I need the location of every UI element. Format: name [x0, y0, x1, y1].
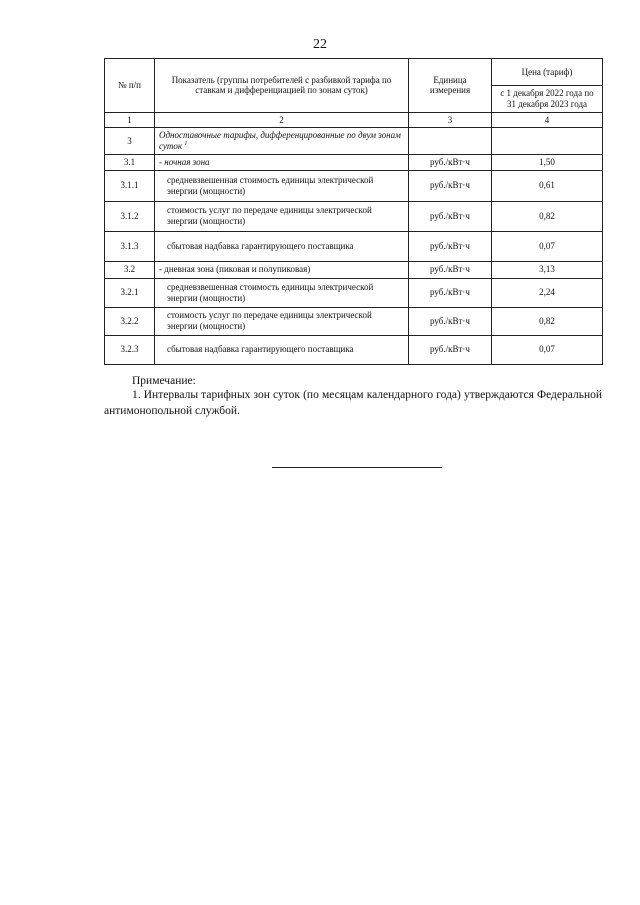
row-price: 0,61: [492, 170, 603, 201]
row-price: 0,82: [492, 201, 603, 231]
column-number-row: [105, 112, 603, 128]
header-num: № п/п: [105, 59, 155, 113]
row-label: средневзвешенная стоимость единицы электрической энергии (мощности): [155, 170, 409, 201]
table-row: [105, 231, 603, 261]
row-unit: руб./кВт·ч: [409, 261, 492, 278]
row-label: сбытовая надбавка гарантирующего поставщика: [155, 231, 409, 261]
table-row: [105, 335, 603, 364]
separator-line: [272, 467, 442, 468]
row-unit: руб./кВт·ч: [409, 154, 492, 170]
row-price: 2,24: [492, 278, 603, 307]
table-row: [105, 154, 603, 170]
row-price: 0,07: [492, 335, 603, 364]
row-num: 3.2.2: [105, 307, 155, 335]
row-unit: руб./кВт·ч: [409, 307, 492, 335]
table-row: [105, 278, 603, 307]
row-unit: руб./кВт·ч: [409, 231, 492, 261]
row-label: - ночная зона: [155, 154, 409, 170]
header-price: Цена (тариф): [492, 59, 603, 86]
footnote-marker: 1: [184, 141, 188, 148]
section-row: [105, 128, 603, 155]
column-number: 3: [409, 112, 492, 128]
row-num: 3.2.3: [105, 335, 155, 364]
column-number: 4: [492, 112, 603, 128]
row-num: 3.1: [105, 154, 155, 170]
row-unit: руб./кВт·ч: [409, 201, 492, 231]
row-label: сбытовая надбавка гарантирующего поставщика: [155, 335, 409, 364]
row-label: стоимость услуг по передаче единицы электрической энергии (мощности): [155, 307, 409, 335]
row-unit: руб./кВт·ч: [409, 170, 492, 201]
note-text: 1. Интервалы тарифных зон суток (по месяцам календарного года) утверждаются Федеральной антимонопольной службой.: [104, 389, 602, 418]
row-num: 3.1.3: [105, 231, 155, 261]
row-price: 0,07: [492, 231, 603, 261]
column-number: 1: [105, 112, 155, 128]
row-unit: руб./кВт·ч: [409, 278, 492, 307]
row-num: 3.1.2: [105, 201, 155, 231]
column-number: 2: [155, 112, 409, 128]
section-unit: [409, 128, 492, 155]
section-label-text: Одноставочные тарифы, дифференцированные по двум зонам суток: [159, 130, 401, 152]
table-row: [105, 201, 603, 231]
page-number: 22: [313, 37, 327, 52]
row-price: 1,50: [492, 154, 603, 170]
row-label: стоимость услуг по передаче единицы электрической энергии (мощности): [155, 201, 409, 231]
header-unit: Единица измерения: [409, 59, 492, 113]
table-row: [105, 261, 603, 278]
row-num: 3.2.1: [105, 278, 155, 307]
header-row: [105, 59, 603, 86]
row-price: 3,13: [492, 261, 603, 278]
header-indicator: Показатель (группы потребителей с разбивкой тарифа по ставкам и дифференциацией по зонам суток): [155, 59, 409, 113]
tariff-table: [104, 58, 603, 365]
row-label: - дневная зона (пиковая и полупиковая): [155, 261, 409, 278]
section-label: [155, 128, 409, 155]
row-unit: руб./кВт·ч: [409, 335, 492, 364]
section-price: [492, 128, 603, 155]
table-row: [105, 170, 603, 201]
note-title: Примечание:: [132, 375, 196, 387]
row-num: 3.2: [105, 261, 155, 278]
row-price: 0,82: [492, 307, 603, 335]
row-num: 3.1.1: [105, 170, 155, 201]
table-row: [105, 307, 603, 335]
row-label: средневзвешенная стоимость единицы электрической энергии (мощности): [155, 278, 409, 307]
section-num: 3: [105, 128, 155, 155]
header-period: с 1 декабря 2022 года по 31 декабря 2023 года: [492, 86, 603, 113]
